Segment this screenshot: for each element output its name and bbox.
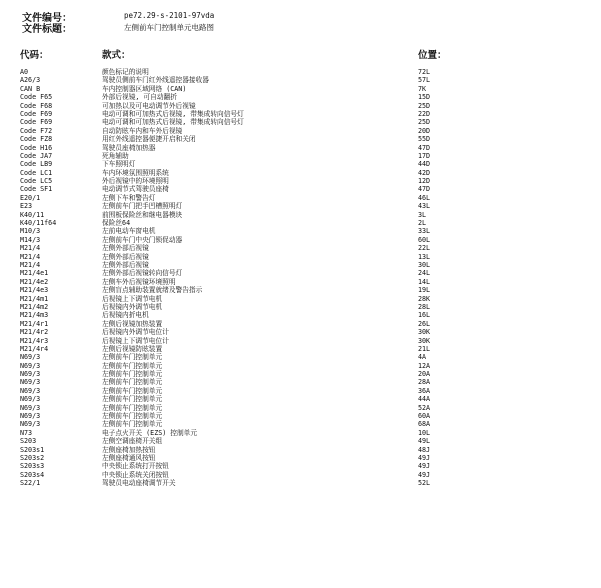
- component-code: S203s1: [20, 445, 45, 454]
- list-item: [0, 437, 601, 445]
- component-position: 47D: [418, 143, 431, 152]
- component-position: 21L: [418, 344, 431, 353]
- component-description: 驾驶员座椅加热器: [102, 143, 156, 152]
- doc-title-label: 文件标题：: [22, 24, 72, 35]
- component-description: 电子点火开关 (EZS) 控制单元: [102, 428, 198, 437]
- list-item: [0, 395, 601, 403]
- component-description: 下车照明灯: [102, 160, 136, 169]
- component-code: Code SF1: [20, 185, 53, 194]
- component-position: 4A: [418, 353, 427, 362]
- component-position: 48J: [418, 445, 431, 454]
- component-position: 24L: [418, 269, 431, 278]
- component-code: Code F69: [20, 118, 53, 127]
- component-code: M21/4e2: [20, 277, 49, 286]
- component-position: 30L: [418, 260, 431, 269]
- list-item: [0, 320, 601, 328]
- list-item: [0, 286, 601, 294]
- component-description: 左侧盲点辅助装置就绪及警告指示: [102, 286, 203, 295]
- component-description: 左前电动车窗电机: [102, 227, 156, 236]
- list-item: [0, 311, 601, 319]
- component-position: 46L: [418, 193, 431, 202]
- component-code: E23: [20, 202, 33, 211]
- component-code: S22/1: [20, 479, 41, 488]
- component-position: 16L: [418, 311, 431, 320]
- component-code: S203s3: [20, 462, 45, 471]
- component-description: 左侧座椅加热按钮: [102, 445, 156, 454]
- doc-number-label: 文件编号：: [22, 13, 72, 24]
- component-code: M14/3: [20, 235, 41, 244]
- component-position: 28A: [418, 378, 431, 387]
- component-description: 可加热以及可电动调节外后视镜: [102, 101, 196, 110]
- component-position: 44A: [418, 395, 431, 404]
- component-position: 49J: [418, 453, 431, 462]
- list-item: [0, 152, 601, 160]
- component-description: 自动防眩车内和车外后视镜: [102, 126, 183, 135]
- component-position: 49J: [418, 462, 431, 471]
- component-description: 车内控制器区域网络 (CAN): [102, 84, 187, 93]
- component-description: 驾驶员侧前车门红外线遥控器接收器: [102, 76, 209, 85]
- component-code: Code LC1: [20, 168, 53, 177]
- component-code: K40/11: [20, 210, 45, 219]
- component-position: 28L: [418, 302, 431, 311]
- component-position: 19L: [418, 286, 431, 295]
- component-code: M21/4r3: [20, 336, 49, 345]
- component-description: 驾驶员电动座椅调节开关: [102, 479, 176, 488]
- component-position: 33L: [418, 227, 431, 236]
- list-item: [0, 144, 601, 152]
- component-code: Code F65: [20, 93, 53, 102]
- list-item: [0, 185, 601, 193]
- component-position: 57L: [418, 76, 431, 85]
- list-item: [0, 76, 601, 84]
- list-item: [0, 471, 601, 479]
- component-position: 42D: [418, 168, 431, 177]
- component-position: 44D: [418, 160, 431, 169]
- list-item: [0, 446, 601, 454]
- component-code: M21/4m3: [20, 311, 49, 320]
- component-description: 外后视镜中的环境照明: [102, 177, 169, 186]
- component-position: 14L: [418, 277, 431, 286]
- component-code: M21/4r2: [20, 328, 49, 337]
- list-item: [0, 244, 601, 252]
- component-description: 左侧前车门控制单元: [102, 361, 163, 370]
- component-code: M10/3: [20, 227, 41, 236]
- component-code: K40/11f64: [20, 219, 57, 228]
- doc-number: pe72.29-s-2101-97vda: [124, 11, 215, 20]
- component-position: 12A: [418, 361, 431, 370]
- component-code: Code F69: [20, 109, 53, 118]
- component-code: Code FZ8: [20, 135, 53, 144]
- component-code: N69/3: [20, 361, 41, 370]
- component-position: 2L: [418, 219, 427, 228]
- component-code: M21/4m2: [20, 302, 49, 311]
- component-code: E20/1: [20, 193, 41, 202]
- component-description: 中央锁止系统关闭按钮: [102, 470, 169, 479]
- component-description: 左侧外部后视镜转向信号灯: [102, 269, 183, 278]
- list-item: [0, 362, 601, 370]
- component-code: Code LB9: [20, 160, 53, 169]
- list-item: [0, 227, 601, 235]
- component-description: 左侧前车门控制单元: [102, 403, 163, 412]
- component-position: 15D: [418, 93, 431, 102]
- component-position: 3L: [418, 210, 427, 219]
- component-description: 用红外线遥控器便捷开启和关闭: [102, 135, 196, 144]
- list-item: [0, 85, 601, 93]
- list-item: [0, 177, 601, 185]
- component-description: 左侧前车门控制单元: [102, 353, 163, 362]
- component-position: 25D: [418, 118, 431, 127]
- component-code: M21/4: [20, 260, 41, 269]
- list-item: [0, 110, 601, 118]
- list-item: [0, 211, 601, 219]
- component-description: 中央锁止系统打开按钮: [102, 462, 169, 471]
- component-code: Code JA7: [20, 151, 53, 160]
- component-code: N69/3: [20, 412, 41, 421]
- component-description: 后视镜上下调节电位计: [102, 336, 169, 345]
- component-code: Code H16: [20, 143, 53, 152]
- component-code: S203s4: [20, 470, 45, 479]
- component-description: 电动调节式驾驶员座椅: [102, 185, 169, 194]
- list-item: [0, 462, 601, 470]
- list-item: [0, 160, 601, 168]
- component-position: 72L: [418, 68, 431, 76]
- list-item: [0, 269, 601, 277]
- component-position: 10L: [418, 428, 431, 437]
- component-description: 前围板保险丝和继电器模块: [102, 210, 183, 219]
- component-code: Code F68: [20, 101, 53, 110]
- component-position: 49L: [418, 437, 431, 446]
- list-item: [0, 387, 601, 395]
- component-position: 20A: [418, 370, 431, 379]
- component-description: 后视镜上下调节电机: [102, 294, 163, 303]
- component-description: 左侧前车门控制单元: [102, 412, 163, 421]
- component-position: 17D: [418, 151, 431, 160]
- component-description: 后视镜内折电机: [102, 311, 149, 320]
- component-description: 后视镜内外调节电机: [102, 302, 163, 311]
- list-item: [0, 93, 601, 101]
- list-item: [0, 295, 601, 303]
- list-item: [0, 194, 601, 202]
- list-item: [0, 454, 601, 462]
- component-code: M21/4e3: [20, 286, 49, 295]
- component-code: M21/4: [20, 252, 41, 261]
- component-code: S203s2: [20, 453, 45, 462]
- component-code: Code LC5: [20, 177, 53, 186]
- component-description: 左侧座椅通风按钮: [102, 453, 156, 462]
- component-code: N69/3: [20, 420, 41, 429]
- component-position: 12D: [418, 177, 431, 186]
- component-position: 30K: [418, 336, 431, 345]
- column-header-code: 代码：: [20, 50, 49, 61]
- list-item: [0, 202, 601, 210]
- component-description: 左侧空调座椅开关组: [102, 437, 163, 446]
- component-description: 左侧外部后视镜: [102, 252, 149, 261]
- list-item: [0, 479, 601, 487]
- component-position: 25D: [418, 101, 431, 110]
- list-item: [0, 303, 601, 311]
- component-position: 47D: [418, 185, 431, 194]
- list-item: [0, 420, 601, 428]
- component-code: M21/4: [20, 244, 41, 253]
- component-code: CAN B: [20, 84, 41, 93]
- component-code: M21/4m1: [20, 294, 49, 303]
- component-position: 68A: [418, 420, 431, 429]
- component-list: [0, 68, 601, 488]
- list-item: [0, 353, 601, 361]
- component-code: N69/3: [20, 370, 41, 379]
- column-header-description: 款式：: [102, 50, 131, 61]
- component-description: 左侧前车门中央门锁促动器: [102, 235, 183, 244]
- component-position: 13L: [418, 252, 431, 261]
- component-code: N69/3: [20, 403, 41, 412]
- component-position: 52A: [418, 403, 431, 412]
- component-description: 后视镜内外调节电位计: [102, 328, 169, 337]
- component-description: 左侧外部后视镜: [102, 244, 149, 253]
- list-item: [0, 412, 601, 420]
- component-description: 颜色标记的说明: [102, 68, 149, 76]
- component-code: N69/3: [20, 353, 41, 362]
- list-item: [0, 261, 601, 269]
- list-item: [0, 345, 601, 353]
- component-code: M21/4r1: [20, 319, 49, 328]
- list-item: [0, 328, 601, 336]
- component-position: 26L: [418, 319, 431, 328]
- component-description: 左侧前车门控制单元: [102, 370, 163, 379]
- list-item: [0, 127, 601, 135]
- component-code: N69/3: [20, 386, 41, 395]
- component-description: 左侧前车门控制单元: [102, 420, 163, 429]
- doc-title: 左侧前车门控制单元电路图: [124, 23, 214, 32]
- component-description: 左侧前车门把手凹槽照明灯: [102, 202, 183, 211]
- component-position: 52L: [418, 479, 431, 488]
- component-position: 60L: [418, 235, 431, 244]
- list-item: [0, 253, 601, 261]
- component-position: 22L: [418, 244, 431, 253]
- list-item: [0, 135, 601, 143]
- component-position: 20D: [418, 126, 431, 135]
- component-description: 左侧下车和警告灯: [102, 193, 156, 202]
- list-item: [0, 337, 601, 345]
- list-item: [0, 169, 601, 177]
- component-position: 30K: [418, 328, 431, 337]
- component-description: 保险丝64: [102, 219, 131, 228]
- component-description: 左侧外部后视镜: [102, 260, 149, 269]
- component-description: 左侧车外后视镜环境照明: [102, 277, 176, 286]
- component-position: 7K: [418, 84, 427, 93]
- list-item: [0, 102, 601, 110]
- list-item: [0, 370, 601, 378]
- component-code: S203: [20, 437, 37, 446]
- component-description: 电动可调和可加热式后视镜, 带集成转向信号灯: [102, 118, 244, 127]
- list-item: [0, 429, 601, 437]
- component-description: 左侧前车门控制单元: [102, 395, 163, 404]
- list-item: [0, 236, 601, 244]
- component-code: N73: [20, 428, 33, 437]
- component-code: N69/3: [20, 395, 41, 404]
- component-code: A0: [20, 68, 29, 76]
- component-code: A26/3: [20, 76, 41, 85]
- component-position: 49J: [418, 470, 431, 479]
- list-item: [0, 278, 601, 286]
- list-item: [0, 378, 601, 386]
- column-header-position: 位置：: [418, 50, 447, 61]
- list-item: [0, 118, 601, 126]
- list-item: [0, 219, 601, 227]
- component-position: 28K: [418, 294, 431, 303]
- component-description: 车内环境氛围照明系统: [102, 168, 169, 177]
- component-code: M21/4r4: [20, 344, 49, 353]
- component-code: M21/4e1: [20, 269, 49, 278]
- component-position: 22D: [418, 109, 431, 118]
- component-description: 左侧前车门控制单元: [102, 386, 163, 395]
- component-code: Code F72: [20, 126, 53, 135]
- component-position: 36A: [418, 386, 431, 395]
- component-description: 电动可调和可加热式后视镜, 带集成转向信号灯: [102, 109, 244, 118]
- component-description: 死角辅助: [102, 151, 129, 160]
- component-description: 左侧前车门控制单元: [102, 378, 163, 387]
- component-description: 左侧后视镜加热装置: [102, 319, 163, 328]
- component-description: 左侧后视镜防眩装置: [102, 344, 163, 353]
- component-description: 外部后视镜, 可自动翻折: [102, 93, 177, 102]
- component-code: N69/3: [20, 378, 41, 387]
- component-position: 43L: [418, 202, 431, 211]
- list-item: [0, 68, 601, 76]
- component-position: 55D: [418, 135, 431, 144]
- list-item: [0, 404, 601, 412]
- component-position: 60A: [418, 412, 431, 421]
